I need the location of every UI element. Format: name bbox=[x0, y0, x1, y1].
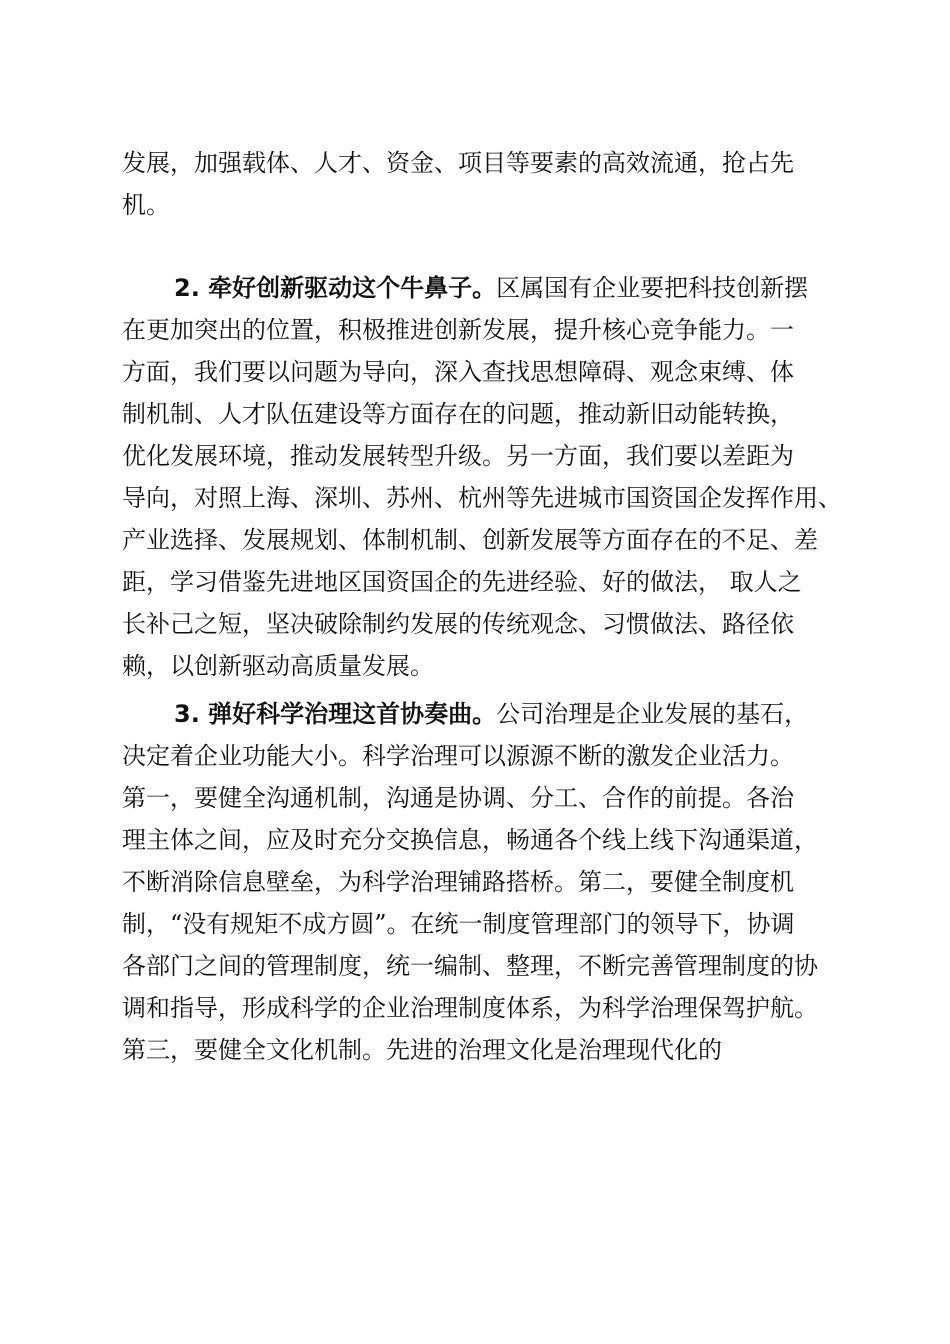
text-line: 赖，以创新驱动高质量发展。 bbox=[122, 652, 434, 680]
text-line: 在更加突出的位置，积极推进创新发展，提升核心竞争能力。一 bbox=[122, 316, 794, 344]
text-line: 机。 bbox=[122, 191, 170, 219]
text-line: 发展，加强载体、人才、资金、项目等要素的高效流通，抢占先 bbox=[122, 149, 794, 177]
text-line: 制机制、人才队伍建设等方面存在的问题，推动新旧动能转换， bbox=[122, 400, 794, 428]
section-heading: 2. 牵好创新驱动这个牛鼻子。 bbox=[174, 274, 497, 302]
text-line: 方面，我们要以问题为导向，深入查找思想障碍、观念束缚、体 bbox=[122, 358, 794, 386]
text-line: 制，“没有规矩不成方圆”。在统一制度管理部门的领导下，协调 bbox=[122, 910, 795, 938]
text-line: 调和指导，形成科学的企业治理制度体系，为科学治理保驾护航。 bbox=[122, 994, 818, 1022]
text-span: 公司治理是企业发展的基石， bbox=[496, 700, 809, 728]
text-line: 决定着企业功能大小。科学治理可以源源不断的激发企业活力。 bbox=[122, 742, 794, 770]
paragraph-governance bbox=[122, 693, 834, 1071]
text-line: 产业选择、发展规划、体制机制、创新发展等方面存在的不足、差 bbox=[122, 526, 818, 554]
paragraph-first-line bbox=[122, 267, 834, 309]
section-heading: 3. 弹好科学治理这首协奏曲。 bbox=[174, 700, 497, 728]
text-line: 第一，要健全沟通机制，沟通是协调、分工、合作的前提。各治 bbox=[122, 784, 794, 812]
text-line: 长补己之短，坚决破除制约发展的传统观念、习惯做法、路径依 bbox=[122, 610, 794, 638]
text-line: 导向，对照上海、深圳、苏州、杭州等先进城市国资国企发挥作用、 bbox=[122, 484, 842, 512]
paragraph-innovation bbox=[122, 267, 842, 687]
text-line: 优化发展环境，推动发展转型升级。另一方面，我们要以差距为 bbox=[122, 442, 794, 470]
text-span: 区属国有企业要把科技创新摆 bbox=[496, 274, 809, 302]
text-line: 各部门之间的管理制度，统一编制、整理，不断完善管理制度的协 bbox=[122, 952, 818, 980]
text-line: 距，学习借鉴先进地区国资国企的先进经验、好的做法， 取人之 bbox=[122, 568, 802, 596]
text-line: 不断消除信息壁垒，为科学治理铺路搭桥。第二，要健全制度机 bbox=[122, 868, 794, 896]
text-line: 第三，要健全文化机制。先进的治理文化是治理现代化的 bbox=[122, 1036, 722, 1064]
paragraph-first-line bbox=[122, 693, 834, 735]
paragraph-continuation bbox=[122, 142, 834, 226]
text-line: 理主体之间，应及时充分交换信息，畅通各个线上线下沟通渠道， bbox=[122, 826, 818, 854]
